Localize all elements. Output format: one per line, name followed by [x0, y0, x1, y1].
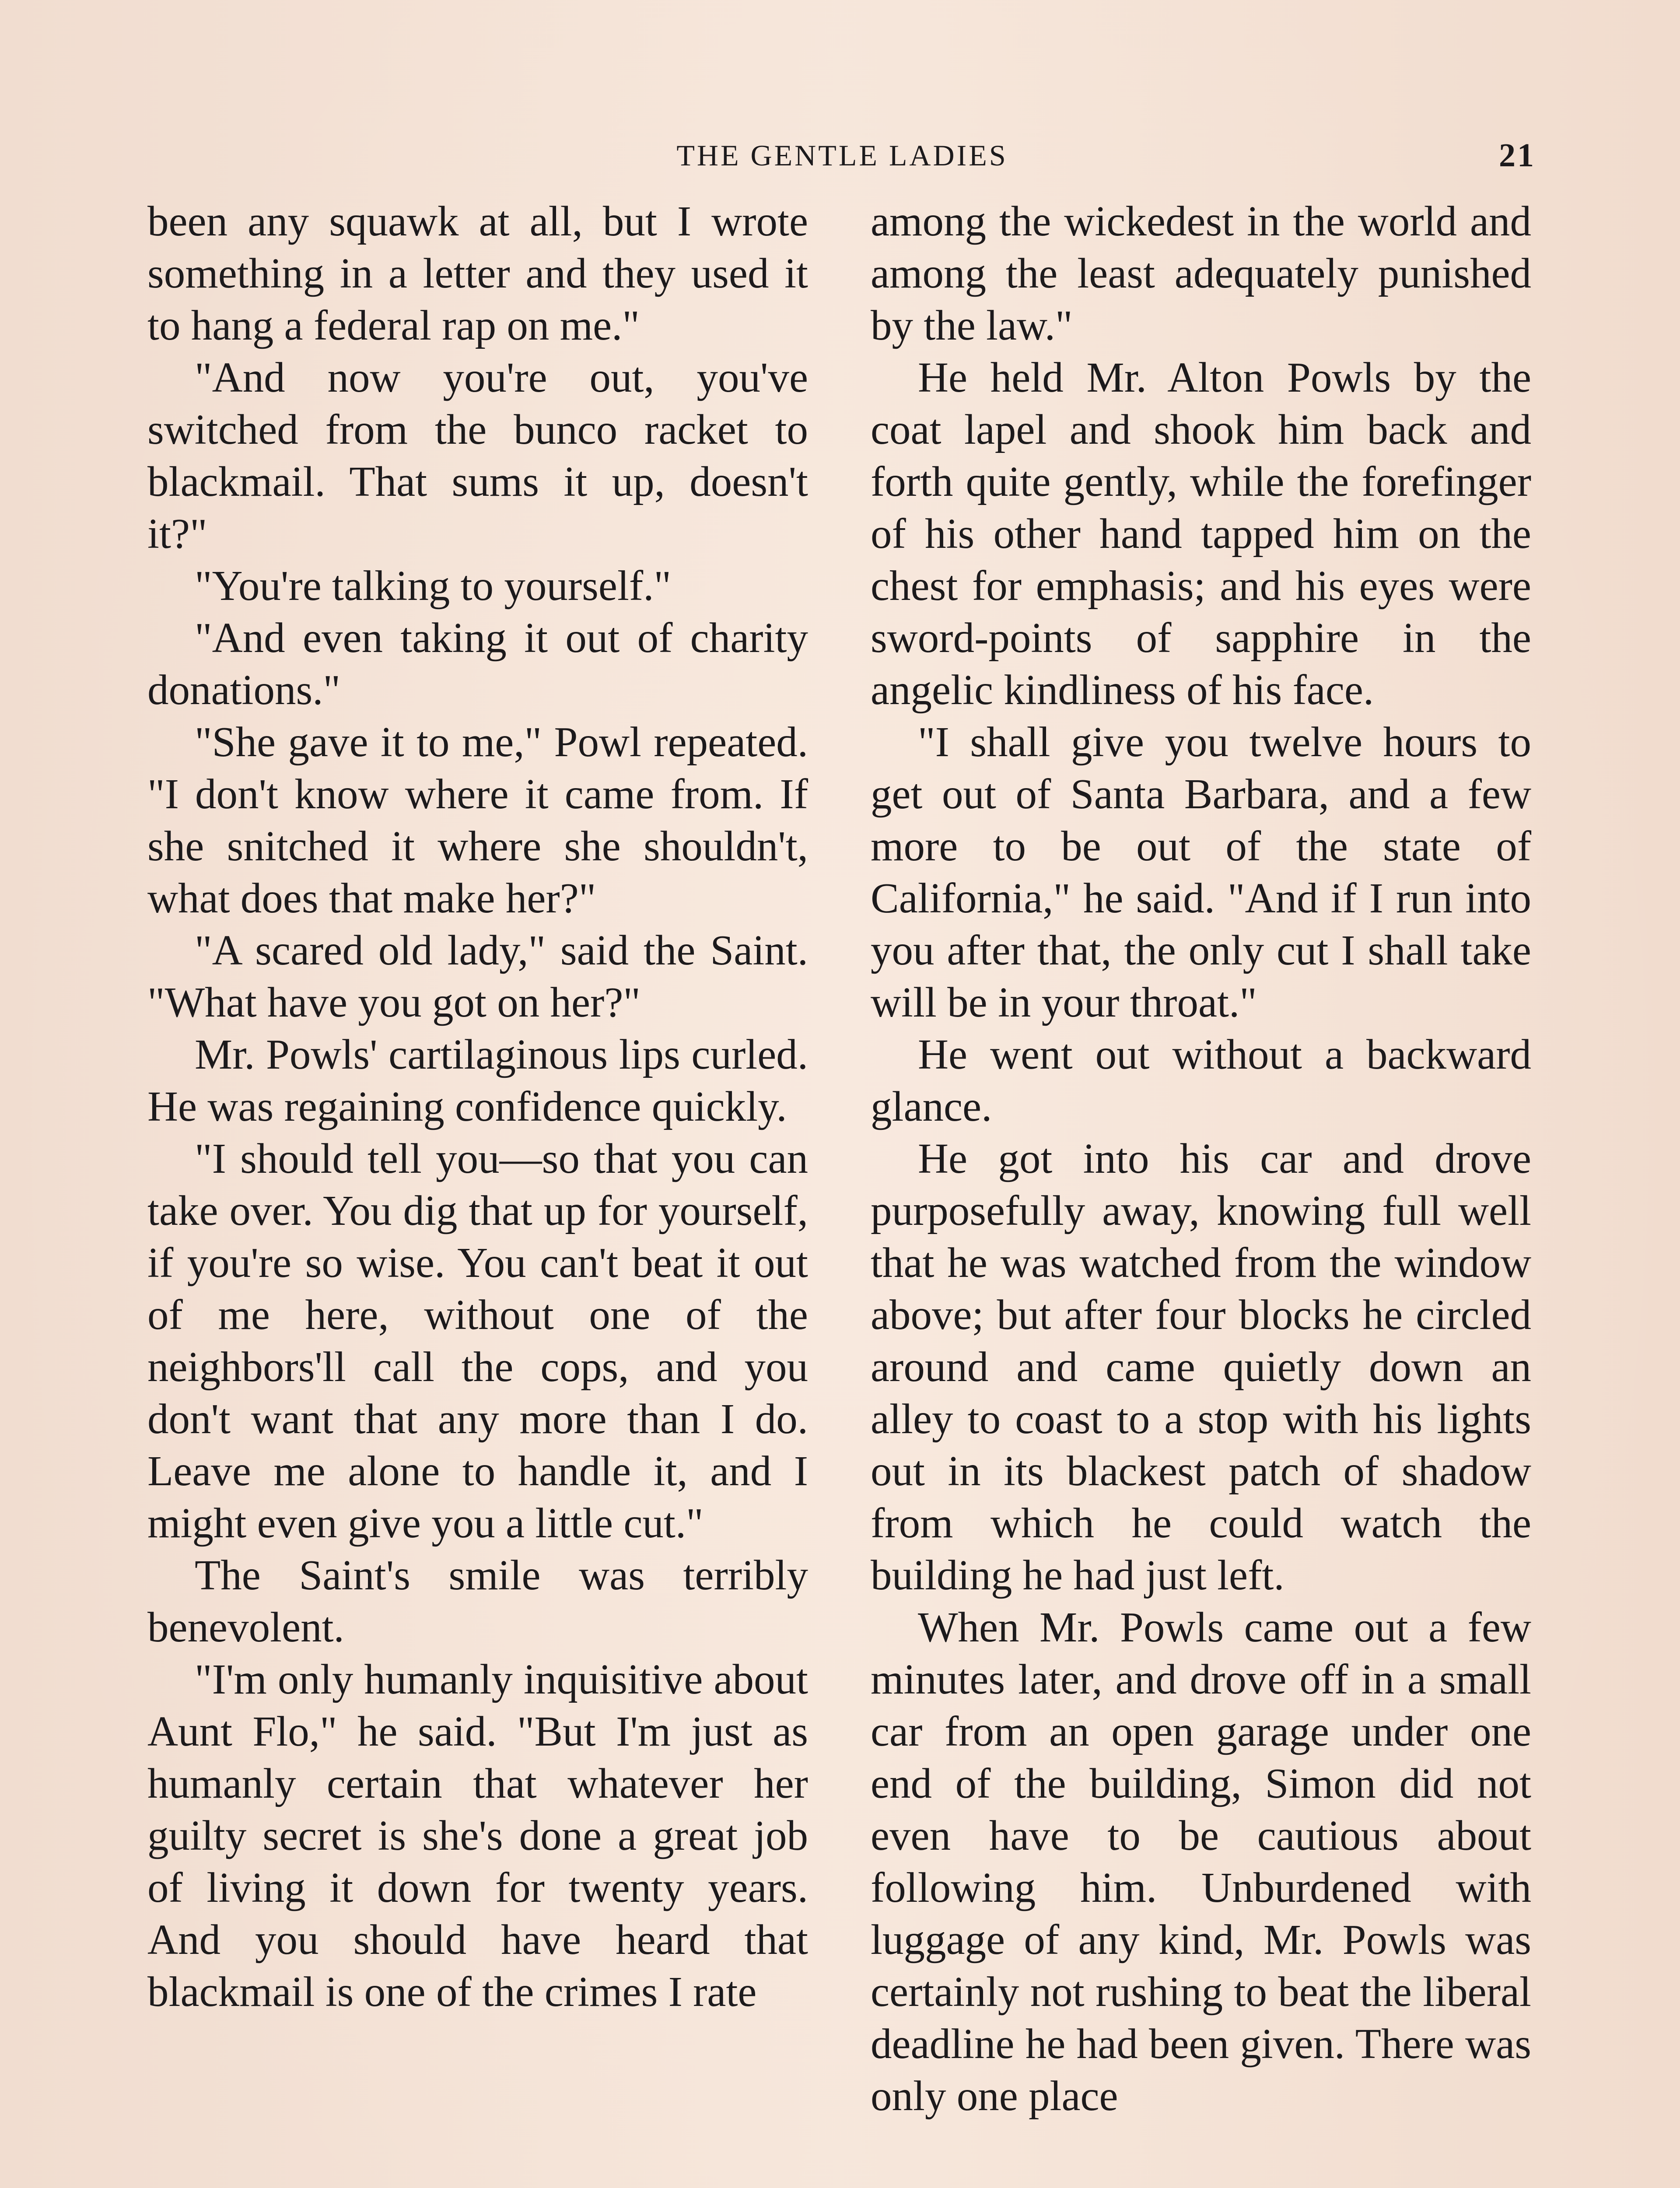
paragraph: He got into his car and drove purposefully away, knowing full well that he was watched from the window above; but after four blocks he circled around and came quietly down an alley to coast to a stop with his lights out in its blackest patch of shadow from which he could watch the building he had just left.	[871, 1135, 1531, 1599]
paragraph: When Mr. Powls came out a few minutes later, and drove off in a small car from an open garage under one end of the building, Simon did not even have to be cautious about following him. Unburdened with luggage of any kind, Mr. Powls was certainly not rushing to beat the liberal deadline he had been given. There was only one place	[871, 1604, 1531, 2119]
paragraph: "I should tell you—so that you can take over. You dig that up for yourself, if you're so wise. You can't beat it out of me here, without one of the neighbors'll call the cops, and you don't want that any more than I do. Leave me alone to handle it, and I might even give you a little cut."	[147, 1135, 808, 1546]
running-head	[149, 131, 1536, 179]
paragraph: "I shall give you twelve hours to get out of Santa Barbara, and a few more to be out of the state of California," he said. "And if I run into you after that, the only cut I shall take will be in your throat."	[871, 719, 1531, 1026]
paragraph: Mr. Powls' cartilaginous lips curled. He was regaining confidence quickly.	[147, 1031, 808, 1130]
page-number: 21	[1499, 137, 1536, 174]
paragraph: He held Mr. Alton Powls by the coat lapel and shook him back and forth quite gently, while the forefinger of his other hand tapped him on the chest for emphasis; and his eyes were sword-points of sapphire in the angelic kindliness of his face.	[871, 354, 1531, 713]
running-title: THE GENTLE LADIES	[676, 139, 1008, 172]
paragraph: "And now you're out, you've switched from the bunco racket to blackmail. That sums it up, doesn't it?"	[147, 354, 808, 557]
paragraph: "And even taking it out of charity donations."	[147, 614, 808, 713]
paragraph: among the wickedest in the world and among the least adequately punished by the law."	[871, 198, 1531, 349]
paragraph: He went out without a backward glance.	[871, 1031, 1531, 1130]
left-column	[147, 195, 808, 2018]
paragraph: The Saint's smile was terribly benevolent.	[147, 1552, 808, 1651]
paragraph: "A scared old lady," said the Saint. "What have you got on her?"	[147, 927, 808, 1026]
paragraph: "You're talking to yourself."	[195, 562, 672, 609]
paragraph: "I'm only humanly inquisitive about Aunt Flo," he said. "But I'm just as humanly certain that whatever her guilty secret is she's done a great job of living it down for twenty years. And you should have heard that blackmail is one of the crimes I rate	[147, 1656, 808, 2015]
paragraph: been any squawk at all, but I wrote something in a letter and they used it to hang a federal rap on me."	[147, 198, 808, 349]
paragraph: "She gave it to me," Powl repeated. "I don't know where it came from. If she snitched it where she shouldn't, what does that make her?"	[147, 719, 808, 922]
right-column	[871, 195, 1531, 2122]
